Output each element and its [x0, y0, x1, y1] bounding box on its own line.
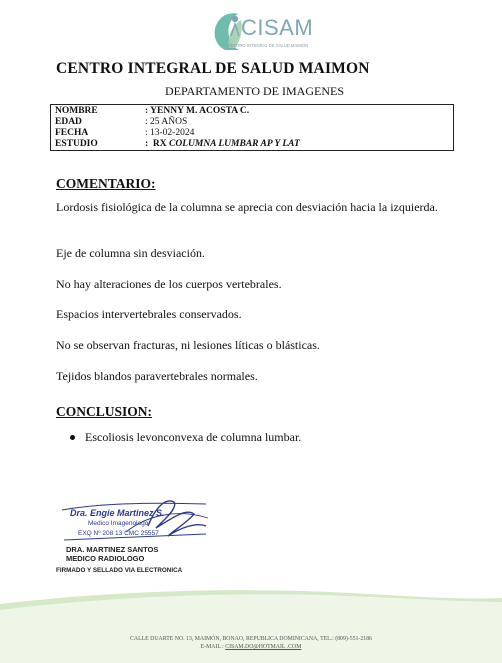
department-title: DEPARTAMENTO DE IMAGENES	[165, 84, 344, 98]
stamp-exequatur: EXQ Nº 208 13 CMC 25557	[78, 530, 159, 537]
conclusion-text: Escoliosis levonconvexa de columna lumbar.	[85, 430, 302, 444]
comment-heading: COMENTARIO:	[56, 176, 156, 191]
conclusion-item	[70, 430, 301, 445]
patient-info-box	[50, 104, 454, 151]
footer-wave-decoration	[0, 588, 502, 663]
study-prefix: : RX	[145, 139, 170, 149]
electronic-signature-note: FIRMADO Y SELLADO VIA ELECTRONICA	[56, 567, 183, 574]
comment-paragraph: Lordosis fisiológica de la columna se aprecia con desviación hacia la izquierda.	[56, 200, 438, 214]
footer-email-label: E-MAIL :	[200, 644, 226, 650]
comment-paragraph: Tejidos blandos paravertebrales normales.	[56, 369, 258, 383]
logo-subtitle: CENTRO INTEGRAL DE SALUD MAIMON	[228, 43, 309, 48]
comment-paragraph: No hay alteraciones de los cuerpos vertebrales.	[56, 277, 282, 291]
logo-wordmark: CISAM	[241, 15, 314, 40]
study-value: COLUMNA LUMBAR AP Y LAT	[169, 139, 300, 149]
conclusion-heading: CONCLUSION:	[56, 404, 153, 419]
bullet-icon	[70, 435, 75, 440]
patient-label: FECHA	[55, 128, 89, 138]
patient-row-study	[55, 139, 453, 150]
patient-row-date	[55, 128, 453, 139]
stamp-role: Medico Imagenologo	[88, 520, 149, 527]
doctor-name: DRA. MARTINEZ SANTOS	[66, 545, 159, 554]
comment-paragraph: No se observan fracturas, ni lesiones líticas o blásticas.	[56, 338, 320, 352]
patient-name-value: : YENNY M. ACOSTA C.	[145, 106, 250, 116]
patient-age-value: : 25 AÑOS	[145, 117, 188, 127]
patient-date-value: : 13-02-2024	[145, 128, 195, 138]
patient-label: ESTUDIO	[55, 139, 98, 149]
doctor-role: MEDICO RADIOLOGO	[66, 554, 145, 563]
organization-title: CENTRO INTEGRAL DE SALUD MAIMON	[56, 60, 370, 77]
stamp-name: Dra. Engie Martinez S.	[70, 508, 165, 518]
doctor-signature-block	[66, 545, 158, 563]
patient-label: NOMBRE	[55, 106, 98, 116]
comment-paragraph: Espacios intervertebrales conservados.	[56, 307, 242, 321]
patient-row-age	[55, 117, 453, 128]
patient-label: EDAD	[55, 117, 82, 127]
footer-email-link[interactable]: CISAM.DO@HOTMAIL .COM	[225, 644, 302, 650]
comment-paragraph: Eje de columna sin desviación.	[56, 246, 205, 260]
footer-address: CALLE DUARTE NO. 13, MAIMÓN, BONAO, REPUBLICA DOMINICANA, TEL.: (809)-551-2186	[130, 636, 372, 642]
patient-row-name	[55, 106, 453, 117]
footer-email-line	[0, 644, 502, 650]
